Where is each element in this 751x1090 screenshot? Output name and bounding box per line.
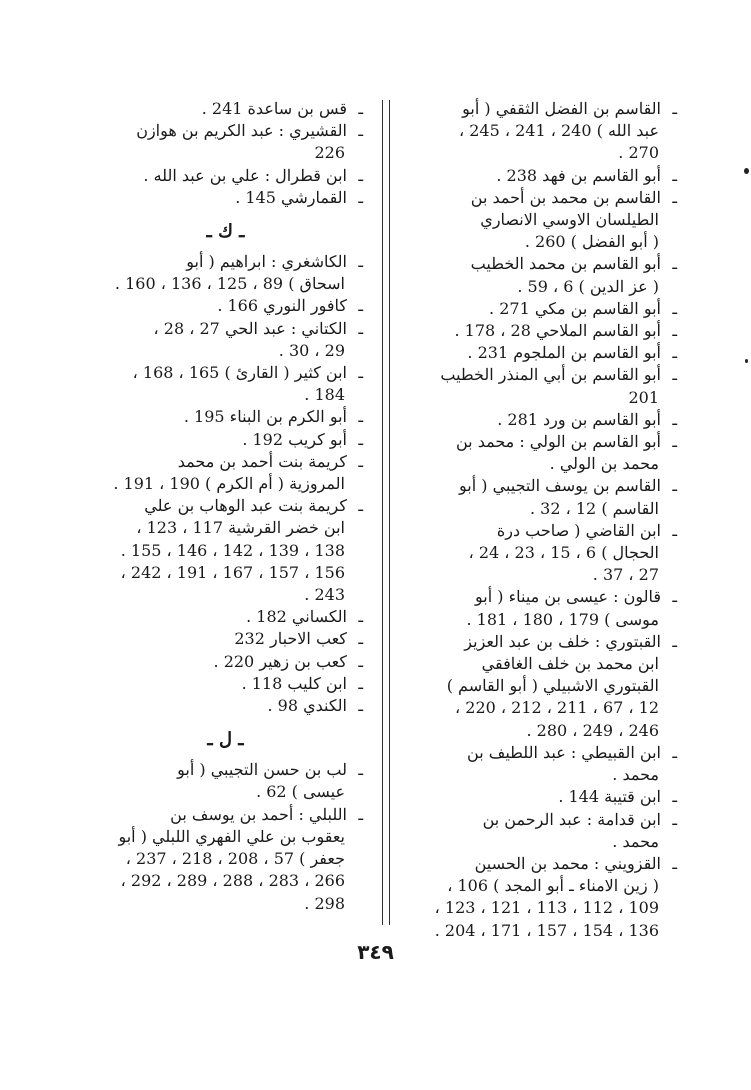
entry-line	[88, 406, 363, 428]
index-entry	[402, 187, 677, 254]
entry-dash: ـ	[672, 321, 677, 341]
entry-dash: ـ	[358, 296, 363, 316]
entry-continuation: موسى ) 179 ، 180 ، 181 .	[466, 609, 659, 629]
entry-text: ابن قطرال : علي بن عبد الله .	[143, 165, 347, 185]
entry-line	[88, 804, 363, 826]
entry-line	[402, 253, 677, 275]
letter-heading: ـ ك ـ	[206, 221, 245, 243]
entry-dash: ـ	[672, 809, 677, 829]
page-number: ٣٤٩	[357, 940, 394, 964]
index-entry	[402, 431, 677, 475]
entry-text: أبو القاسم بن ورد 281 .	[497, 409, 661, 429]
entry-continuation: جعفر ) 57 ، 208 ، 218 ، 237 ،	[125, 849, 345, 869]
entry-line	[402, 742, 677, 764]
entry-continuation: عبد الله ) 240 ، 241 ، 245 ،	[458, 121, 659, 141]
index-entry	[88, 451, 363, 495]
letter-heading: ـ ل ـ	[207, 729, 244, 751]
entry-continuation: اسحاق ) 89 ، 125 ، 136 ، 160 .	[114, 274, 345, 294]
entry-text: قالون : عيسى بن ميناء ( أبو	[475, 587, 661, 607]
entry-dash: ـ	[672, 476, 677, 496]
entry-text: كعب الاحبار 232	[234, 629, 347, 649]
entry-dash: ـ	[672, 165, 677, 185]
entry-text: كعب بن زهير 220 .	[213, 651, 347, 671]
entry-text: القمارشي 145 .	[235, 187, 347, 207]
index-entry	[88, 695, 363, 717]
entry-continuation: 136 ، 154 ، 157 ، 171 ، 204 .	[434, 920, 659, 940]
entry-text: أبو القاسم بن مكي 271 .	[489, 298, 661, 318]
index-entry	[402, 364, 677, 408]
entry-line	[88, 628, 363, 650]
index-entry	[402, 742, 677, 786]
entry-text: ابن قتيبة 144 .	[558, 787, 661, 807]
index-entry	[402, 165, 677, 187]
entry-text: أبو القاسم بن أبي المنذر الخطيب	[440, 365, 661, 385]
entry-text: كريمة بنت أحمد بن محمد	[177, 451, 347, 471]
entry-line	[402, 165, 677, 187]
entry-continuation: عيسى ) 62 .	[256, 782, 345, 802]
entry-text: أبو القاسم بن الولي : محمد بن	[455, 432, 661, 452]
entry-continuation: القاسم ) 12 ، 32 .	[530, 498, 659, 518]
index-entry	[88, 187, 363, 209]
entry-line	[402, 298, 677, 320]
index-entry	[88, 362, 363, 406]
entry-text: ابن القبيطي : عبد اللطيف بن	[467, 742, 661, 762]
entry-text: ابن كثير ( القارئ ) 165 ، 168 ،	[132, 363, 347, 383]
index-entry	[88, 628, 363, 650]
page-mark	[744, 168, 749, 174]
entry-continuation: 12 ، 67 ، 211 ، 212 ، 220 ،	[455, 698, 659, 718]
column-divider	[382, 100, 390, 925]
entry-dash: ـ	[358, 165, 363, 185]
index-entry	[402, 586, 677, 630]
entry-line	[402, 853, 677, 875]
index-entry	[402, 320, 677, 342]
entry-dash: ـ	[358, 496, 363, 516]
index-entry	[402, 475, 677, 519]
entry-dash: ـ	[358, 804, 363, 824]
index-entry	[402, 253, 677, 297]
entry-text: ابن كليب 118 .	[241, 673, 347, 693]
entry-line	[88, 429, 363, 451]
entry-continuation: محمد بن الولي .	[549, 454, 659, 474]
entry-continuation: 246 ، 249 ، 280 .	[526, 720, 659, 740]
entry-text: الكساني 182 .	[246, 607, 347, 627]
entry-continuation: 27 ، 37 .	[592, 565, 659, 585]
entry-text: القشيري : عبد الكريم بن هوازن	[136, 121, 347, 141]
entry-line	[88, 120, 363, 142]
entry-continuation: 243 .	[304, 585, 345, 605]
entry-line	[88, 495, 363, 517]
entry-line	[402, 320, 677, 342]
entry-dash: ـ	[672, 587, 677, 607]
entry-text: القزويني : محمد بن الحسين	[474, 853, 661, 873]
entry-text: الكندي 98 .	[267, 696, 347, 716]
entry-text: الكتاني : عبد الحي 27 ، 28 ،	[153, 318, 347, 338]
entry-continuation: 266 ، 283 ، 288 ، 289 ، 292 ،	[120, 871, 345, 891]
entry-continuation: ابن خضر القرشية 117 ، 123 ،	[136, 518, 345, 538]
entry-line	[402, 342, 677, 364]
entry-line	[88, 759, 363, 781]
entry-line	[402, 520, 677, 542]
entry-dash: ـ	[358, 407, 363, 427]
index-entry	[88, 406, 363, 428]
entry-continuation: 156 ، 157 ، 167 ، 191 ، 242 ،	[120, 562, 345, 582]
entry-text: القاسم بن محمد بن أحمد بن	[470, 187, 661, 207]
entry-text: ابن القاضي ( صاحب درة	[496, 520, 661, 540]
entry-dash: ـ	[672, 343, 677, 363]
entry-dash: ـ	[358, 651, 363, 671]
entry-dash: ـ	[358, 429, 363, 449]
entry-dash: ـ	[672, 409, 677, 429]
entry-text: الكاشغري : ابراهيم ( أبو	[186, 252, 347, 272]
entry-continuation: 138 ، 139 ، 142 ، 146 ، 155 .	[120, 540, 345, 560]
index-entry	[88, 165, 363, 187]
entry-dash: ـ	[358, 252, 363, 272]
entry-continuation: ابن محمد بن خلف الغافقي	[481, 654, 659, 674]
entry-line	[402, 475, 677, 497]
entry-dash: ـ	[672, 432, 677, 452]
index-entry	[88, 318, 363, 362]
index-entry	[402, 786, 677, 808]
entry-dash: ـ	[358, 696, 363, 716]
index-entry	[88, 251, 363, 295]
index-entry	[88, 673, 363, 695]
entry-line	[402, 431, 677, 453]
entry-continuation: ( أبو الفضل ) 260 .	[524, 232, 659, 252]
entry-continuation: محمد .	[612, 831, 659, 851]
entry-continuation: 109 ، 112 ، 113 ، 121 ، 123 ،	[434, 898, 659, 918]
entry-continuation: الحجال ) 6 ، 15 ، 23 ، 24 ،	[468, 543, 659, 563]
entry-line	[88, 451, 363, 473]
entry-dash: ـ	[672, 187, 677, 207]
entry-text: القاسم بن الفضل الثقفي ( أبو	[462, 99, 661, 118]
index-entry	[402, 98, 677, 165]
index-column-left	[88, 98, 363, 915]
entry-dash: ـ	[672, 853, 677, 873]
entry-dash: ـ	[672, 631, 677, 651]
entry-text: أبو القاسم بن الملجوم 231 .	[467, 343, 661, 363]
index-entry	[88, 804, 363, 915]
entry-dash: ـ	[358, 318, 363, 338]
entry-continuation: 298 .	[304, 893, 345, 913]
entry-text: لب بن حسن التجيبي ( أبو	[177, 760, 347, 780]
index-entry	[402, 520, 677, 587]
entry-continuation: ( عز الدين ) 6 ، 59 .	[517, 276, 659, 296]
entry-dash: ـ	[672, 742, 677, 762]
entry-line	[88, 651, 363, 673]
entry-dash: ـ	[358, 629, 363, 649]
index-entry	[88, 429, 363, 451]
entry-text: قس بن ساعدة 241 .	[201, 99, 347, 118]
entry-dash: ـ	[358, 607, 363, 627]
index-entry	[402, 342, 677, 364]
entry-dash: ـ	[358, 363, 363, 383]
entry-line	[402, 786, 677, 808]
entry-dash: ـ	[672, 520, 677, 540]
index-entry	[88, 759, 363, 803]
entry-text: أبو الكرم بن البناء 195 .	[183, 407, 347, 427]
entry-dash: ـ	[358, 673, 363, 693]
entry-continuation: 270 .	[618, 143, 659, 163]
entry-text: أبو القاسم بن محمد الخطيب	[470, 254, 661, 274]
entry-dash: ـ	[672, 365, 677, 385]
entry-continuation: يعقوب بن علي الفهري اللبلي ( أبو	[118, 826, 345, 846]
index-entry	[88, 606, 363, 628]
entry-dash: ـ	[358, 187, 363, 207]
entry-line	[402, 364, 677, 386]
entry-line	[88, 606, 363, 628]
entry-line	[402, 631, 677, 653]
entry-line	[402, 187, 677, 209]
entry-continuation: 184 .	[304, 385, 345, 405]
entry-continuation: 201	[628, 387, 659, 407]
index-entry	[88, 651, 363, 673]
index-entry	[88, 120, 363, 164]
entry-line	[88, 695, 363, 717]
entry-line	[402, 409, 677, 431]
entry-line	[88, 673, 363, 695]
entry-dash: ـ	[358, 99, 363, 118]
entry-text: أبو القاسم بن فهد 238 .	[496, 165, 661, 185]
index-entry	[402, 809, 677, 853]
entry-line	[88, 98, 363, 120]
index-entry	[402, 853, 677, 942]
index-entry	[88, 295, 363, 317]
entry-text: كريمة بنت عبد الوهاب بن علي	[144, 496, 347, 516]
entry-continuation: المروزية ( أم الكرم ) 190 ، 191 .	[113, 474, 345, 494]
entry-dash: ـ	[672, 787, 677, 807]
entry-line	[402, 586, 677, 608]
entry-text: القاسم بن يوسف التجيبي ( أبو	[459, 476, 661, 496]
entry-continuation: 226	[314, 143, 345, 163]
entry-text: ابن قدامة : عبد الرحمن بن	[482, 809, 661, 829]
entry-dash: ـ	[358, 760, 363, 780]
entry-line	[88, 318, 363, 340]
entry-line	[88, 362, 363, 384]
entry-continuation: ( زين الامناء ـ أبو المجد ) 106 ،	[447, 876, 659, 896]
entry-continuation: الطيلسان الاوسي الانصاري	[480, 210, 659, 230]
entry-dash: ـ	[672, 298, 677, 318]
entry-dash: ـ	[358, 121, 363, 141]
entry-line	[402, 809, 677, 831]
entry-text: كافور النوري 166 .	[217, 296, 347, 316]
index-entry	[402, 409, 677, 431]
entry-text: أبو القاسم الملاحي 28 ، 178 .	[454, 321, 661, 341]
entry-line	[402, 98, 677, 120]
index-column-right	[402, 98, 677, 942]
index-entry	[402, 631, 677, 742]
entry-dash: ـ	[672, 99, 677, 118]
entry-continuation: القبتوري الاشبيلي ( أبو القاسم )	[446, 676, 659, 696]
entry-line	[88, 251, 363, 273]
entry-text: اللبلي : أحمد بن يوسف بن	[170, 804, 347, 824]
entry-line	[88, 295, 363, 317]
entry-dash: ـ	[358, 451, 363, 471]
entry-continuation: 29 ، 30 .	[278, 340, 345, 360]
page-mark	[745, 359, 748, 363]
entry-line	[88, 187, 363, 209]
entry-continuation: محمد .	[612, 765, 659, 785]
index-entry	[88, 495, 363, 606]
entry-dash: ـ	[672, 254, 677, 274]
entry-text: القبتوري : خلف بن عبد العزيز	[464, 631, 661, 651]
entry-line	[88, 165, 363, 187]
entry-text: أبو كريب 192 .	[242, 429, 347, 449]
index-entry	[402, 298, 677, 320]
index-entry	[88, 98, 363, 120]
